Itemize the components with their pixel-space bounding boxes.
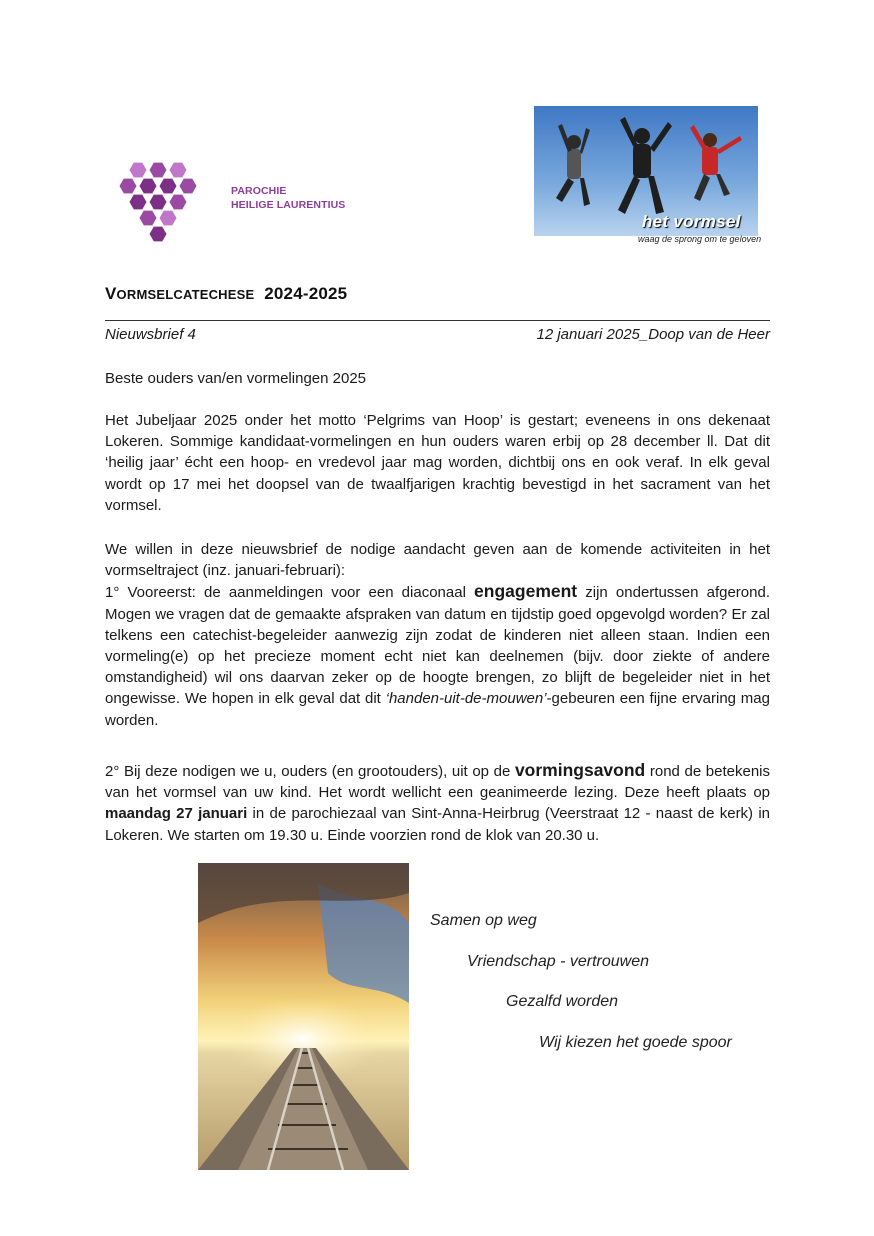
engagement-text-a: 1° Vooreerst: de aanmeldingen voor een diaconaal — [105, 584, 475, 602]
logo-hexagon — [130, 163, 147, 178]
engagement-text-b: zijn ondertussen afgerond. Mogen we vragen dat de gemaakte afspraken van datum en tijdstip goed opgevolgd worden? Er zal telkens een catechist-begeleider aanwezig zijn zodat de kinderen niet alleen staan. Indien een vormeling(e) op het precieze moment echt niet kan deelnemen (bijv. door ziekte of andere omstandigheid) wil ons daarvan zeker op de hoogte brengen, zo blijft de begeleider niet in het ongewisse. We hopen in elk geval dat dit — [105, 584, 770, 708]
vormingsavond-highlight: vormingsavond — [514, 760, 646, 780]
heading-divider — [105, 320, 770, 321]
photo-caption-title: het vormsel — [642, 212, 741, 231]
logo-hexagon — [150, 163, 167, 178]
paragraph-vormingsavond — [105, 760, 770, 846]
newsletter-date: 12 januari 2025_Doop van de Heer — [536, 326, 770, 343]
activities-intro: We willen in deze nieuwsbrief de nodige aandacht geven aan de komende activiteiten in het vormseltraject (inz. januari-februari): — [105, 541, 770, 580]
vormingsavond-text-b: rond de betekenis van het vormsel van uw kind. Het wordt wellicht een geanimeerde lezing. Deze heeft plaats op — [105, 763, 771, 802]
engagement-italic: ‘handen-uit-de-mouwen’ — [385, 690, 547, 708]
logo-hexagon — [140, 211, 157, 226]
poem-line-1: Samen op weg — [430, 912, 537, 929]
vormingsavond-date: maandag 27 januari — [105, 805, 248, 823]
logo-hexagon — [150, 195, 167, 210]
logo-hexagon — [170, 163, 187, 178]
parish-logo-grapes-icon — [118, 160, 198, 246]
vormingsavond-text-a: 2° Bij deze nodigen we u, ouders (en grootouders), uit op de — [105, 763, 515, 780]
logo-hexagon — [150, 227, 167, 242]
title-initial: V — [105, 284, 117, 303]
logo-hexagon — [180, 179, 197, 194]
poem-line-2: Vriendschap - vertrouwen — [467, 953, 650, 970]
logo-hexagon — [120, 179, 137, 194]
paragraph-jubeljaar: Het Jubeljaar 2025 onder het motto ‘Pelgrims van Hoop’ is gestart; eveneens in ons dekenaat Lokeren. Sommige kandidaat-vormelingen en hun ouders waren erbij op 28 december ll. Dat dit ‘heilig jaar’ écht een hoop- en vredevol jaar mag worden, dichtbij ons en ook veraf. In elk geval wordt op 17 mei het doopsel van de twaalfjarigen krachtig bevestigd in het sacrament van het vormsel. — [105, 412, 770, 514]
photo-caption-tagline: waag de sprong om te geloven — [638, 234, 762, 244]
title-year: 2024-2025 — [264, 284, 348, 303]
parish-name-line2: HEILIGE LAURENTIUS — [231, 199, 346, 211]
vormingsavond-text-c: in de parochiezaal van Sint-Anna-Heirbrug (Veerstraat 12 - naast de kerk) in Lokeren. We starten om 19.30 u. Einde voorzien rond de klok van 20.30 u. — [105, 805, 771, 844]
engagement-highlight: engagement — [474, 581, 578, 602]
parish-name-line1: PAROCHIE — [231, 185, 287, 197]
poem-line-3: Gezalfd worden — [506, 993, 619, 1010]
document-title — [105, 284, 347, 304]
newsletter-number: Nieuwsbrief 4 — [105, 326, 196, 343]
logo-hexagon — [160, 179, 177, 194]
railway-sunset-photo — [198, 863, 409, 1170]
parish-name — [231, 184, 345, 212]
poem-line-4: Wij kiezen het goede spoor — [539, 1034, 732, 1051]
greeting: Beste ouders van/en vormelingen 2025 — [105, 370, 367, 387]
engagement-text-c: -gebeuren een fijne ervaring mag worden. — [105, 690, 770, 729]
logo-hexagon — [160, 211, 177, 226]
paragraph-activities — [105, 539, 770, 731]
logo-hexagon — [170, 195, 187, 210]
logo-hexagon — [140, 179, 157, 194]
title-rest: ORMSELCATECHESE — [116, 287, 255, 302]
logo-hexagon — [130, 195, 147, 210]
